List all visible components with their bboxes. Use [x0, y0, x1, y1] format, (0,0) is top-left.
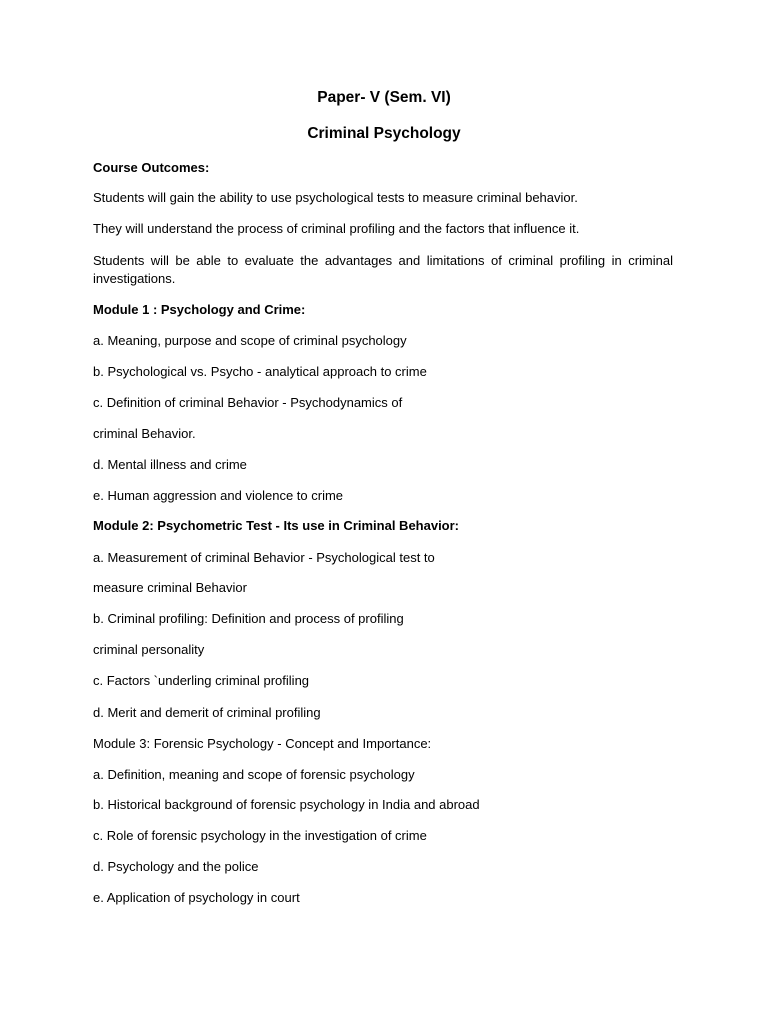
- module1-item: b. Psychological vs. Psycho - analytical approach to crime: [93, 364, 427, 379]
- module1-item: a. Meaning, purpose and scope of criminal psychology: [93, 333, 407, 348]
- outcome-item: Students will be able to evaluate the advantages and limitations of criminal profiling in criminal investigations.: [93, 253, 673, 286]
- paper-title: Paper- V (Sem. VI): [317, 89, 451, 106]
- module2-item: b. Criminal profiling: Definition and process of profiling: [93, 611, 404, 626]
- module2-item: a. Measurement of criminal Behavior - Psychological test to: [93, 550, 435, 565]
- module2-item: c. Factors `underling criminal profiling: [93, 673, 310, 688]
- module1-heading: Module 1 : Psychology and Crime:: [93, 302, 306, 317]
- module1-item: e. Human aggression and violence to crime: [93, 488, 344, 503]
- outcome-item: They will understand the process of criminal profiling and the factors that influence it.: [93, 221, 580, 236]
- course-outcomes-heading: Course Outcomes:: [93, 160, 210, 175]
- outcome-item: Students will gain the ability to use psychological tests to measure criminal behavior.: [93, 190, 578, 205]
- module2-item: d. Merit and demerit of criminal profiling: [93, 705, 321, 720]
- module1-item: c. Definition of criminal Behavior - Psychodynamics of: [93, 395, 403, 410]
- module2-heading: Module 2: Psychometric Test - Its use in Criminal Behavior:: [93, 518, 460, 533]
- module3-item: c. Role of forensic psychology in the investigation of crime: [93, 828, 427, 843]
- module3-heading: Module 3: Forensic Psychology - Concept and Importance:: [93, 736, 432, 751]
- module1-item: d. Mental illness and crime: [93, 457, 247, 472]
- module3-item: d. Psychology and the police: [93, 859, 259, 874]
- module3-item: e. Application of psychology in court: [93, 890, 300, 905]
- subject-title: Criminal Psychology: [307, 125, 461, 142]
- module3-item: b. Historical background of forensic psychology in India and abroad: [93, 797, 480, 812]
- module1-item: criminal Behavior.: [93, 426, 196, 441]
- module2-item: measure criminal Behavior: [93, 580, 247, 595]
- module2-item: criminal personality: [93, 642, 205, 657]
- module3-item: a. Definition, meaning and scope of forensic psychology: [93, 767, 415, 782]
